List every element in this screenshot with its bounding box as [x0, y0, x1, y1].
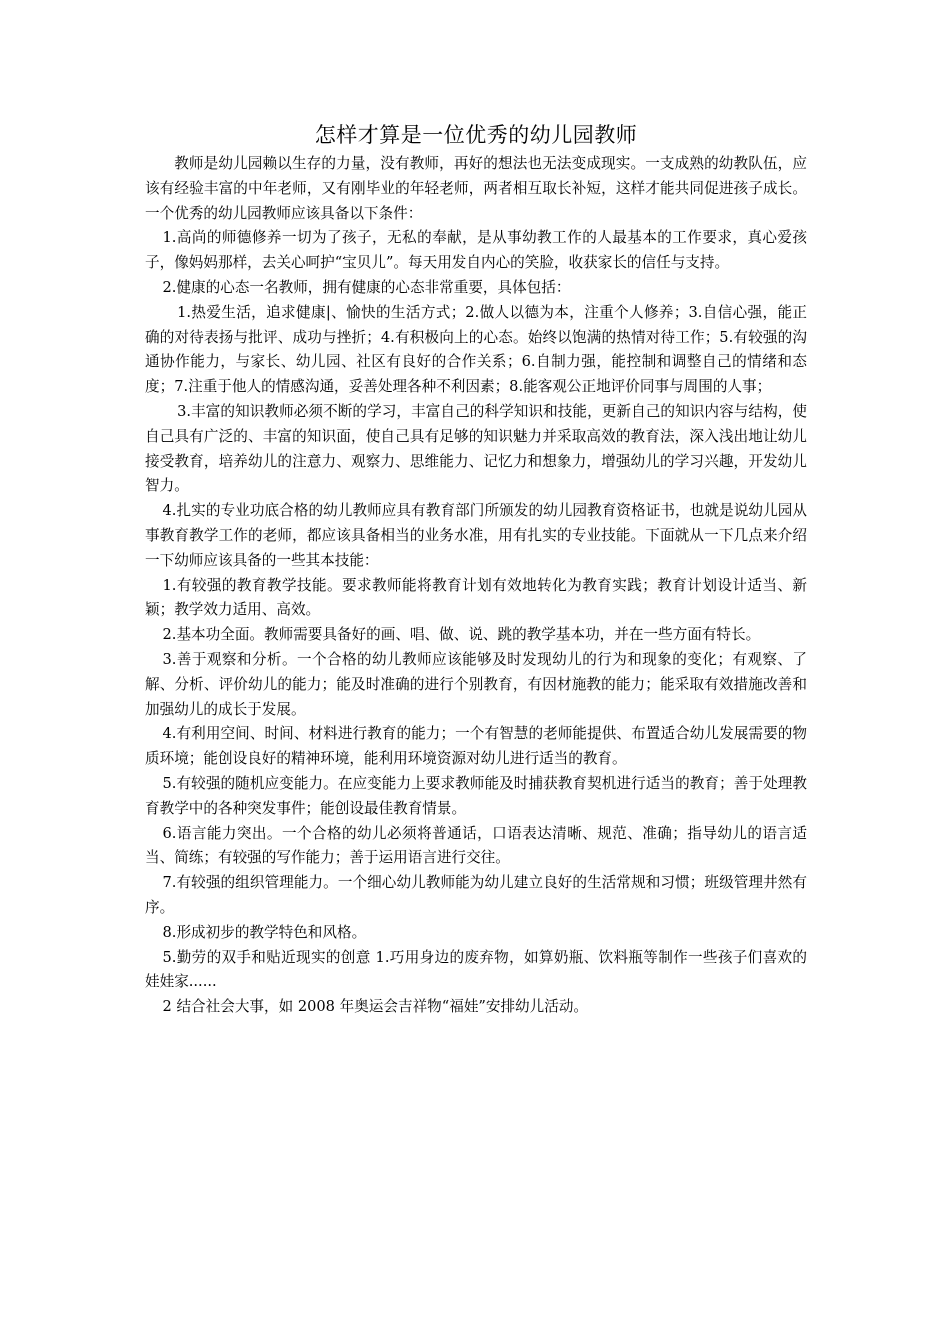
- paragraph-knowledge: 3.丰富的知识教师必须不断的学习，丰富自己的科学知识和技能，更新自己的知识内容与结构，使自己具有广泛的、丰富的知识面，使自己具有足够的知识魅力并采取高效的教育法，深入浅出地让幼儿接受教育，培养幼儿的注意力、观察力、思维能力、记忆力和想象力，增强幼儿的学习兴趣，开发幼儿智力。: [145, 402, 807, 495]
- paragraph-skill-7: 7.有较强的组织管理能力。一个细心幼儿教师能为幼儿建立良好的生活常规和习惯；班级管理井然有序。: [145, 874, 807, 916]
- document-title: 怎样才算是一位优秀的幼儿园教师: [314, 123, 638, 147]
- paragraph-professional: 4.扎实的专业功底合格的幼儿教师应具有教育部门所颁发的幼儿园教育资格证书，也就是说幼儿园从事教育教学工作的老师，都应该具备相当的业务水准，用有扎实的专业技能。下面就从一下几点来介绍一下幼师应该具备的一些其本技能：: [145, 502, 807, 569]
- paragraph-skill-8: 8.形成初步的教学特色和风格。: [162, 923, 367, 941]
- paragraph-mindset: 2.健康的心态一名教师，拥有健康的心态非常重要，具体包括：: [162, 278, 571, 296]
- paragraph-skill-4: 4.有利用空间、时间、材料进行教育的能力；一个有智慧的老师能提供、布置适合幼儿发展需要的物质环境；能创设良好的精神环境，能利用环境资源对幼儿进行适当的教育。: [145, 725, 807, 768]
- paragraph-mindset-details: 1.热爱生活，追求健康|、愉快的生活方式；2.做人以德为本，注重个人修养；3.自信心强，能正确的对待表扬与批评、成功与挫折；4.有积极向上的心态。始终以饱满的热情对待工作；5.有较强的沟通协作能力，与家长、幼儿园、社区有良好的合作关系；6.自制力强，能控制和调整自己的情绪和态度；7.注重于他人的情感沟通，妥善处理各种不利因素；8.能客观公正地评价同事与周围的人事；: [145, 303, 807, 396]
- paragraph-skill-1: 1.有较强的教育教学技能。要求教师能将教育计划有效地转化为教育实践；教育计划设计适当、新颖；教学效力适用、高效。: [145, 576, 807, 619]
- paragraph-skill-5: 5.有较强的随机应变能力。在应变能力上要求教师能及时捕获教育契机进行适当的教育；善于处理教育教学中的各种突发事件；能创设最佳教育情景。: [145, 774, 807, 817]
- paragraph-social-events: 2 结合社会大事，如 2008 年奥运会吉祥物“福娃”安排幼儿活动。: [162, 998, 589, 1016]
- paragraph-intro: 教师是幼儿园赖以生存的力量，没有教师，再好的想法也无法变成现实。一支成熟的幼教队伍，应该有经验丰富的中年老师，又有刚毕业的年轻老师，两者相互取长补短，这样才能共同促进孩子成长。一个优秀的幼儿园教师应该具备以下条件：: [145, 155, 807, 222]
- paragraph-ethics: 1.高尚的师德修养一切为了孩子，无私的奉献，是从事幼教工作的人最基本的工作要求，真心爱孩子，像妈妈那样，去关心呵护“宝贝儿”。每天用发自内心的笑脸，收获家长的信任与支持。: [145, 229, 807, 272]
- paragraph-creativity: 5.勤劳的双手和贴近现实的创意 1.巧用身边的废弃物，如算奶瓶、饮料瓶等制作一些孩子们喜欢的娃娃家......: [145, 948, 807, 991]
- document-page: [145, 118, 807, 1020]
- paragraph-skill-2: 2.基本功全面。教师需要具备好的画、唱、做、说、跳的教学基本功，并在一些方面有特长。: [162, 626, 761, 644]
- paragraph-skill-3: 3.善于观察和分析。一个合格的幼儿教师应该能够及时发现幼儿的行为和现象的变化；有观察、了解、分析、评价幼儿的能力；能及时准确的进行个别教育，有因材施教的能力；能采取有效措施改善和加强幼儿的成长于发展。: [145, 650, 807, 718]
- paragraph-skill-6: 6.语言能力突出。一个合格的幼儿必须将普通话，口语表达清晰、规范、准确；指导幼儿的语言适当、简练；有较强的写作能力；善于运用语言进行交往。: [145, 824, 807, 867]
